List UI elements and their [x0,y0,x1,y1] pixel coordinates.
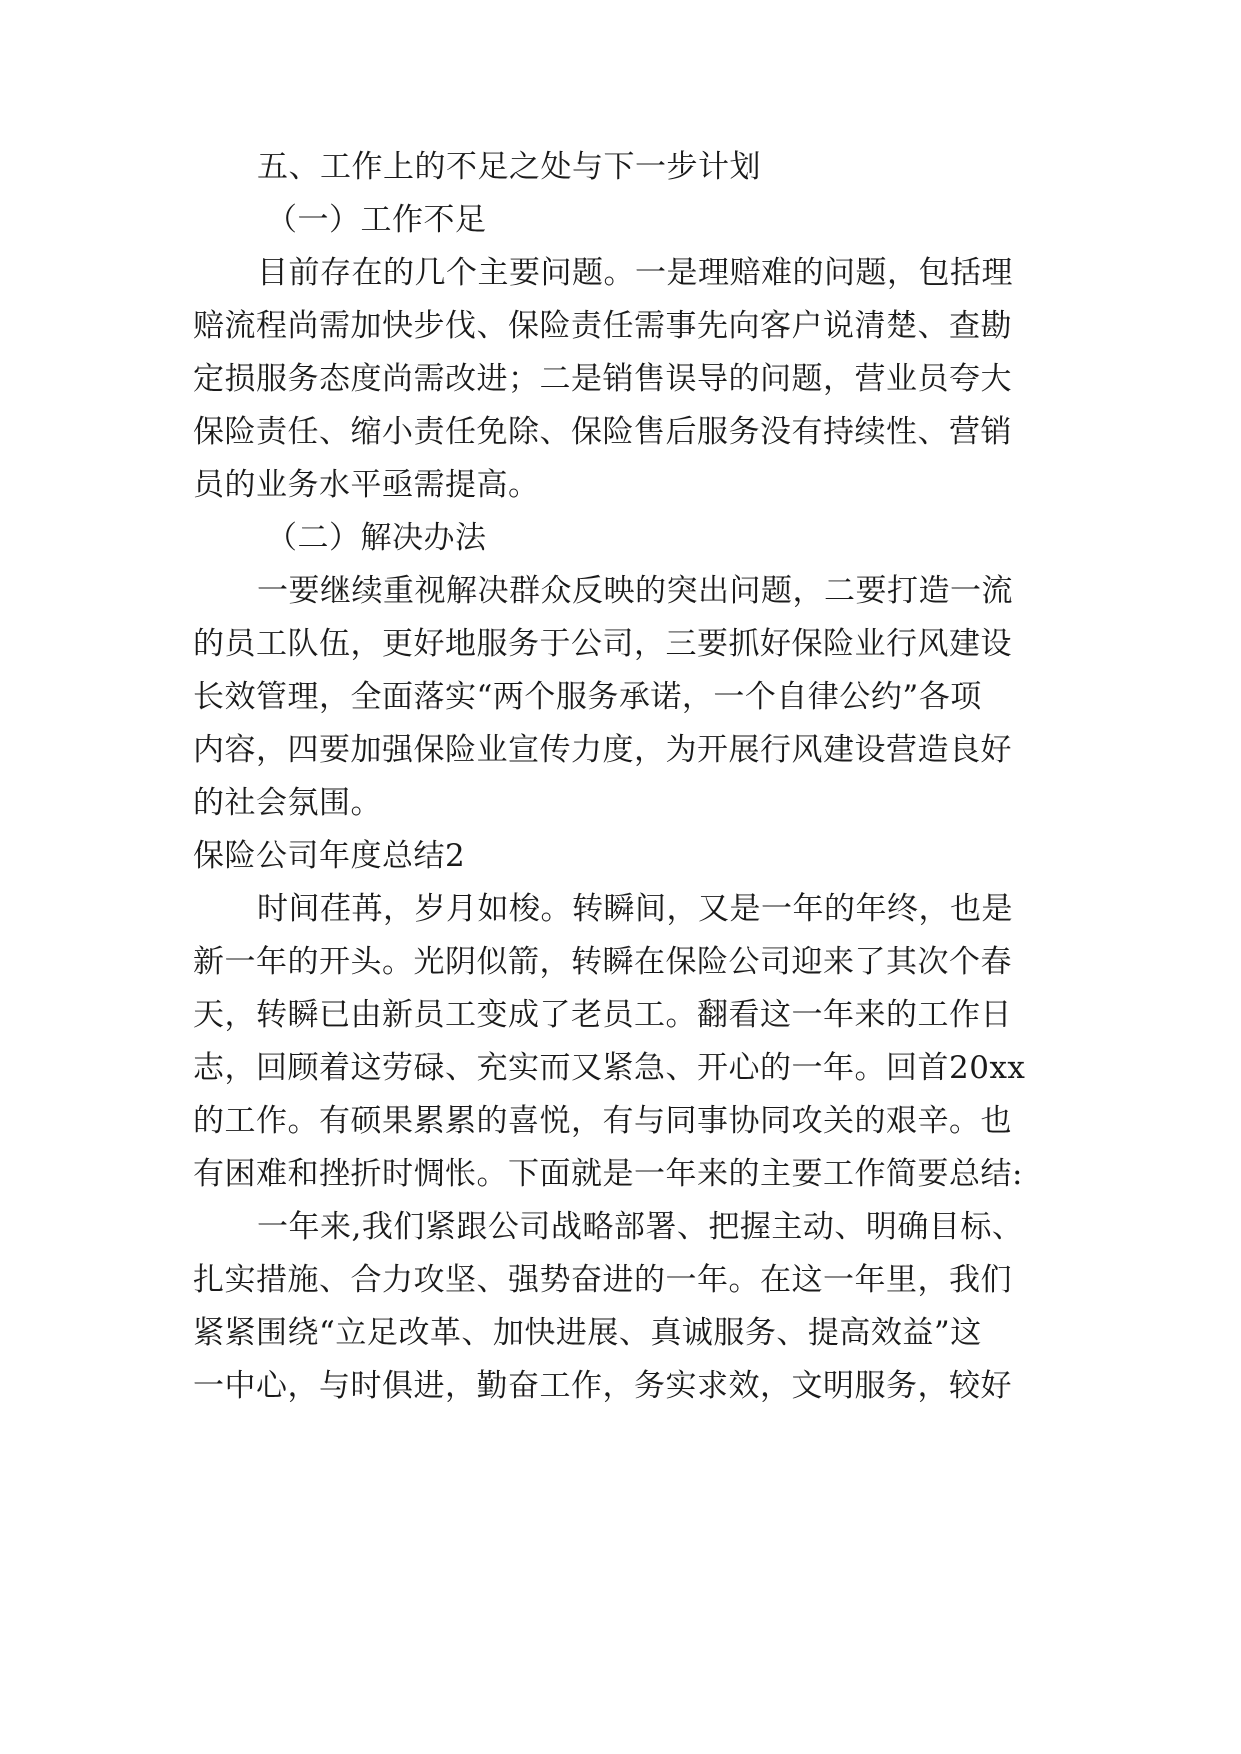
paragraph-line: 扎实措施、合力攻坚、强势奋进的一年。在这一年里，我们 [193,1262,1012,1298]
paragraph-line: 时间荏苒，岁月如梭。转瞬间，又是一年的年终，也是 [257,891,1013,927]
paragraph-line: 一年来,我们紧跟公司战略部署、把握主动、明确目标、 [257,1209,1024,1245]
paragraph-line: 一要继续重视解决群众反映的突出问题，二要打造一流 [257,573,1013,609]
paragraph-line: 保险责任、缩小责任免除、保险售后服务没有持续性、营销 [193,414,1012,450]
paragraph-line: 目前存在的几个主要问题。一是理赔难的问题，包括理 [257,255,1013,291]
subsection-heading-shortcomings: （一）工作不足 [266,202,487,238]
paragraph-line: 天，转瞬已由新员工变成了老员工。翻看这一年来的工作日 [193,997,1012,1033]
paragraph-line: 紧紧围绕“立足改革、加快进展、真诚服务、提高效益”这 [193,1315,982,1351]
paragraph-line: 一中心，与时俱进，勤奋工作，务实求效，文明服务，较好 [193,1368,1012,1404]
paragraph-line: 的员工队伍，更好地服务于公司，三要抓好保险业行风建设 [193,626,1012,662]
subsection-heading-solutions: （二）解决办法 [266,520,487,556]
section-heading: 五、工作上的不足之处与下一步计划 [257,149,761,185]
paragraph-line: 志，回顾着这劳碌、充实而又紧急、开心的一年。回首20xx [193,1050,1026,1086]
paragraph-line: 有困难和挫折时惆怅。下面就是一年来的主要工作简要总结: [193,1156,1023,1192]
paragraph-line: 的社会氛围。 [193,785,382,821]
document-title: 保险公司年度总结2 [193,838,466,874]
paragraph-line: 赔流程尚需加快步伐、保险责任需事先向客户说清楚、查勘 [193,308,1012,344]
paragraph-line: 新一年的开头。光阴似箭，转瞬在保险公司迎来了其次个春 [193,944,1012,980]
paragraph-line: 员的业务水平亟需提高。 [193,467,540,503]
paragraph-line: 长效管理，全面落实“两个服务承诺，一个自律公约”各项 [193,679,982,715]
paragraph-line: 定损服务态度尚需改进；二是销售误导的问题，营业员夸大 [193,361,1012,397]
paragraph-line: 内容，四要加强保险业宣传力度，为开展行风建设营造良好 [193,732,1012,768]
paragraph-line: 的工作。有硕果累累的喜悦，有与同事协同攻关的艰辛。也 [193,1103,1012,1139]
